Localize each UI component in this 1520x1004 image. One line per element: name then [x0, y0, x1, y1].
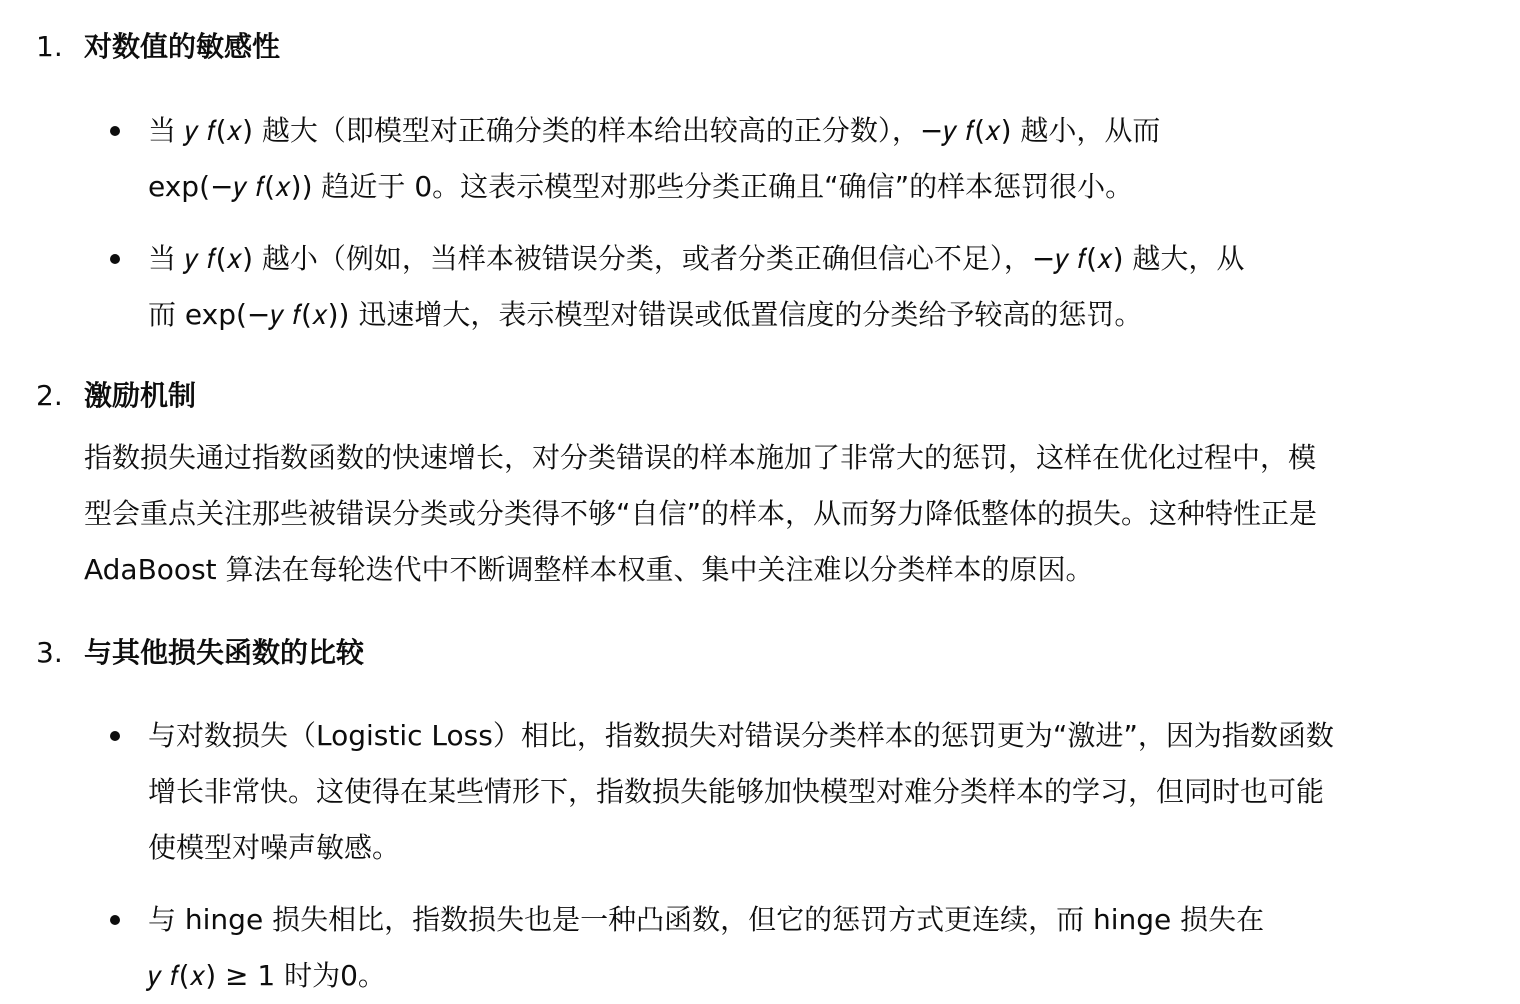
bullet-item [84, 103, 1496, 215]
text-line: 指数损失通过指数函数的快速增长，对分类错误的样本施加了非常大的惩罚，这样在优化过程中，模 [84, 441, 1317, 474]
text-line: 与 hinge 损失相比，指数损失也是一种凸函数，但它的惩罚方式更连续，而 hinge 损失在 [148, 903, 1265, 936]
text-line: 而 exp(−𝑦 𝑓(𝑥)) 迅速增大，表示模型对错误或低置信度的分类给予较高的惩罚。 [148, 298, 1143, 331]
section-heading: 激励机制 [84, 379, 197, 412]
bullet-list [84, 103, 1496, 343]
text-line: 型会重点关注那些被错误分类或分类得不够“自信”的样本，从而努力降低整体的损失。这种特性正是 [84, 497, 1318, 530]
text-line: 使模型对噪声敏感。 [148, 831, 401, 864]
list-item-comparison [0, 632, 1520, 1004]
list-number: 1. [36, 30, 63, 63]
list-number: 3. [36, 636, 63, 669]
bullet-dot-icon [110, 254, 120, 264]
list-item-sensitivity [0, 26, 1520, 343]
bullet-dot-icon [110, 915, 120, 925]
section-heading: 与其他损失函数的比较 [84, 636, 365, 669]
bullet-item [84, 231, 1496, 343]
bullet-dot-icon [110, 731, 120, 741]
bullet-dot-icon [110, 126, 120, 136]
bullet-list [84, 708, 1496, 1004]
bullet-item [84, 708, 1496, 876]
text-line: 与对数损失（Logistic Loss）相比，指数损失对错误分类样本的惩罚更为“激进”，因为指数函数 [148, 719, 1334, 752]
list-item-incentive [0, 375, 1520, 598]
section-paragraph [84, 430, 1496, 598]
text-line: 当 𝑦 𝑓(𝑥) 越小（例如，当样本被错误分类，或者分类正确但信心不足），−𝑦 𝑓(𝑥) 越大，从 [148, 242, 1245, 275]
list-number: 2. [36, 379, 63, 412]
text-line: AdaBoost 算法在每轮迭代中不断调整样本权重、集中关注难以分类样本的原因。 [84, 553, 1094, 586]
text-line: 增长非常快。这使得在某些情形下，指数损失能够加快模型对难分类样本的学习，但同时也可能 [148, 775, 1325, 808]
text-line: 当 𝑦 𝑓(𝑥) 越大（即模型对正确分类的样本给出较高的正分数），−𝑦 𝑓(𝑥) 越小，从而 [148, 114, 1161, 147]
section-heading: 对数值的敏感性 [84, 30, 281, 63]
text-line: 𝑦 𝑓(𝑥) ≥ 1 时为0。 [148, 959, 386, 992]
text-line: exp(−𝑦 𝑓(𝑥)) 趋近于 0。这表示模型对那些分类正确且“确信”的样本惩罚很小。 [148, 170, 1134, 203]
bullet-item [84, 892, 1496, 1004]
